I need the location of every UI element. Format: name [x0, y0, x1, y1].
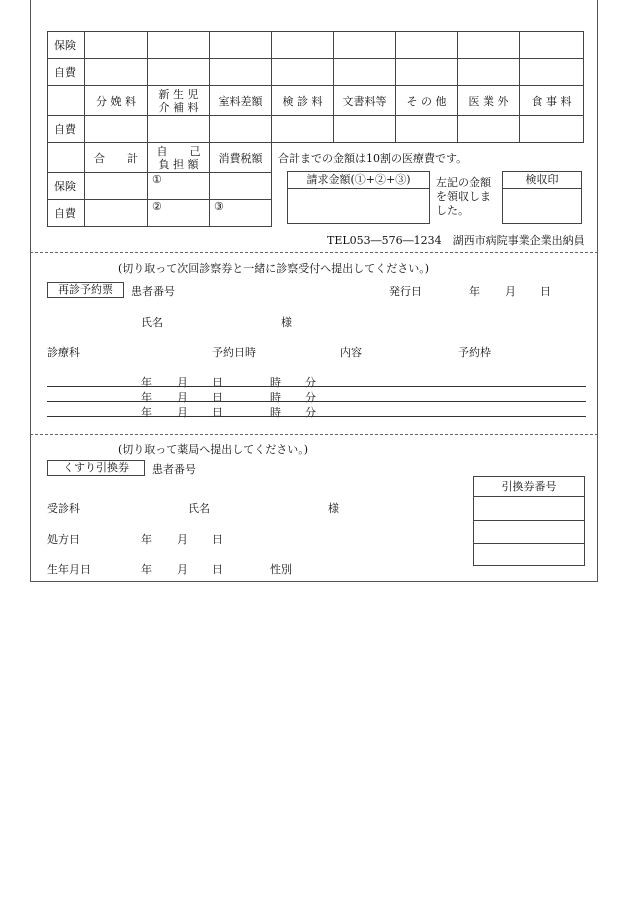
- issue-year: 年: [469, 285, 480, 298]
- birth-day: 日: [212, 563, 223, 576]
- row-label-jihi2: 自費: [48, 116, 85, 143]
- empty-cell: [48, 143, 85, 173]
- row-line: [47, 401, 586, 402]
- row-label-jihi: 自費: [48, 59, 85, 86]
- billing-label: 請求金額(①+②+③): [288, 172, 429, 189]
- reservation-instruction: (切り取って次回診察券と一緒に診察受付へ提出してください。): [118, 262, 430, 275]
- table-header-row: [48, 86, 584, 116]
- issue-month: 月: [505, 285, 516, 298]
- medicine-ticket-label: くすり引換券: [47, 460, 145, 476]
- row2-month: 月: [177, 391, 188, 404]
- header-bunsho: 文書料等: [334, 86, 396, 116]
- issue-date-label: 発行日: [389, 285, 422, 298]
- cut-line: [30, 252, 598, 253]
- cell[interactable]: [520, 116, 584, 143]
- row3-month: 月: [177, 406, 188, 419]
- row-label-hoken: 保険: [48, 173, 85, 200]
- receipt-text: 左記の金額 を領収しま した。: [436, 176, 491, 217]
- rx-date-label: 処方日: [47, 533, 80, 546]
- medicine-sama: 様: [328, 502, 339, 515]
- cell[interactable]: [148, 59, 210, 86]
- cell[interactable]: [334, 116, 396, 143]
- row2-day: 日: [212, 391, 223, 404]
- reservation-ticket-label: 再診予約票: [47, 282, 124, 298]
- rx-day: 日: [212, 533, 223, 546]
- cell[interactable]: [272, 32, 334, 59]
- header-kenshin: 検 診 料: [272, 86, 334, 116]
- row2-minute: 分: [305, 391, 316, 404]
- exchange-no-label: 引換券番号: [474, 477, 584, 497]
- medicine-instruction: (切り取って薬局へ提出してください。): [118, 443, 309, 456]
- cell[interactable]: [148, 116, 210, 143]
- row-line: [47, 386, 586, 387]
- sex-label: 性別: [270, 563, 292, 576]
- cell[interactable]: [396, 59, 458, 86]
- dept-label: 診療科: [47, 346, 80, 359]
- cell[interactable]: [458, 59, 520, 86]
- cell[interactable]: [85, 116, 148, 143]
- mark-3[interactable]: ③: [210, 200, 272, 227]
- inspection-box[interactable]: [502, 171, 582, 224]
- cell[interactable]: [85, 173, 148, 200]
- empty-cell: [48, 86, 85, 116]
- exchange-no-box[interactable]: [473, 476, 585, 566]
- cell[interactable]: [458, 116, 520, 143]
- header-bunben: 分 娩 料: [85, 86, 148, 116]
- row1-hour: 時: [270, 376, 281, 389]
- cell[interactable]: [210, 173, 272, 200]
- cell[interactable]: [396, 32, 458, 59]
- header-sonota: そ の 他: [396, 86, 458, 116]
- row3-hour: 時: [270, 406, 281, 419]
- cell[interactable]: [85, 200, 148, 227]
- billing-box[interactable]: [287, 171, 430, 224]
- exchange-no-cell[interactable]: [474, 521, 584, 544]
- datetime-label: 予約日時: [212, 346, 256, 359]
- header-shitsuryo: 室料差額: [210, 86, 272, 116]
- cell[interactable]: [334, 59, 396, 86]
- row1-year: 年: [141, 376, 152, 389]
- table-row: [48, 200, 272, 227]
- birthdate-label: 生年月日: [47, 563, 91, 576]
- table-row: [48, 32, 584, 59]
- exchange-no-cell[interactable]: [474, 544, 584, 566]
- cell[interactable]: [210, 59, 272, 86]
- charges-table: [47, 31, 584, 143]
- table-row: [48, 173, 272, 200]
- rx-month: 月: [177, 533, 188, 546]
- cell[interactable]: [272, 116, 334, 143]
- issue-day: 日: [540, 285, 551, 298]
- cut-line: [30, 434, 598, 435]
- mark-2[interactable]: ②: [148, 200, 210, 227]
- cell[interactable]: [85, 32, 148, 59]
- patient-no-label: 患者番号: [131, 285, 175, 298]
- table-row: [48, 59, 584, 86]
- medicine-dept: 受診科: [47, 502, 80, 515]
- row3-day: 日: [212, 406, 223, 419]
- inspection-label: 検収印: [503, 172, 581, 189]
- row3-year: 年: [141, 406, 152, 419]
- cell[interactable]: [272, 59, 334, 86]
- cell[interactable]: [520, 32, 584, 59]
- cell[interactable]: [334, 32, 396, 59]
- birth-month: 月: [177, 563, 188, 576]
- birth-year: 年: [141, 563, 152, 576]
- content-label: 内容: [340, 346, 362, 359]
- cell[interactable]: [396, 116, 458, 143]
- row2-hour: 時: [270, 391, 281, 404]
- row-label-jihi: 自費: [48, 200, 85, 227]
- medicine-name: 氏名: [188, 502, 210, 515]
- row3-minute: 分: [305, 406, 316, 419]
- totals-table: [47, 142, 272, 227]
- cell[interactable]: [148, 32, 210, 59]
- cell[interactable]: [85, 59, 148, 86]
- row1-month: 月: [177, 376, 188, 389]
- cell[interactable]: [210, 116, 272, 143]
- row1-minute: 分: [305, 376, 316, 389]
- table-header-row: [48, 143, 272, 173]
- medicine-patient-no: 患者番号: [152, 463, 196, 476]
- header-self-pay: 自 己 負 担 額: [148, 143, 210, 173]
- sama-label: 様: [281, 316, 292, 329]
- exchange-no-cell[interactable]: [474, 497, 584, 521]
- header-tax: 消費税額: [210, 143, 272, 173]
- header-shinseiji: 新 生 児 介 補 料: [148, 86, 210, 116]
- tel-line: TEL053―576―1234 湖西市病院事業企業出納員: [327, 234, 585, 247]
- cell[interactable]: [458, 32, 520, 59]
- header-total: 合 計: [85, 143, 148, 173]
- row1-day: 日: [212, 376, 223, 389]
- row2-year: 年: [141, 391, 152, 404]
- row-label-hoken: 保険: [48, 32, 85, 59]
- note-total: 合計までの金額は10割の医療費です。: [278, 152, 468, 165]
- mark-1[interactable]: ①: [148, 173, 210, 200]
- table-row: [48, 116, 584, 143]
- name-label: 氏名: [141, 316, 163, 329]
- slot-label: 予約枠: [458, 346, 491, 359]
- cell[interactable]: [210, 32, 272, 59]
- rx-year: 年: [141, 533, 152, 546]
- cell[interactable]: [520, 59, 584, 86]
- row-line: [47, 416, 586, 417]
- header-igyogai: 医 業 外: [458, 86, 520, 116]
- header-shokuji: 食 事 料: [520, 86, 584, 116]
